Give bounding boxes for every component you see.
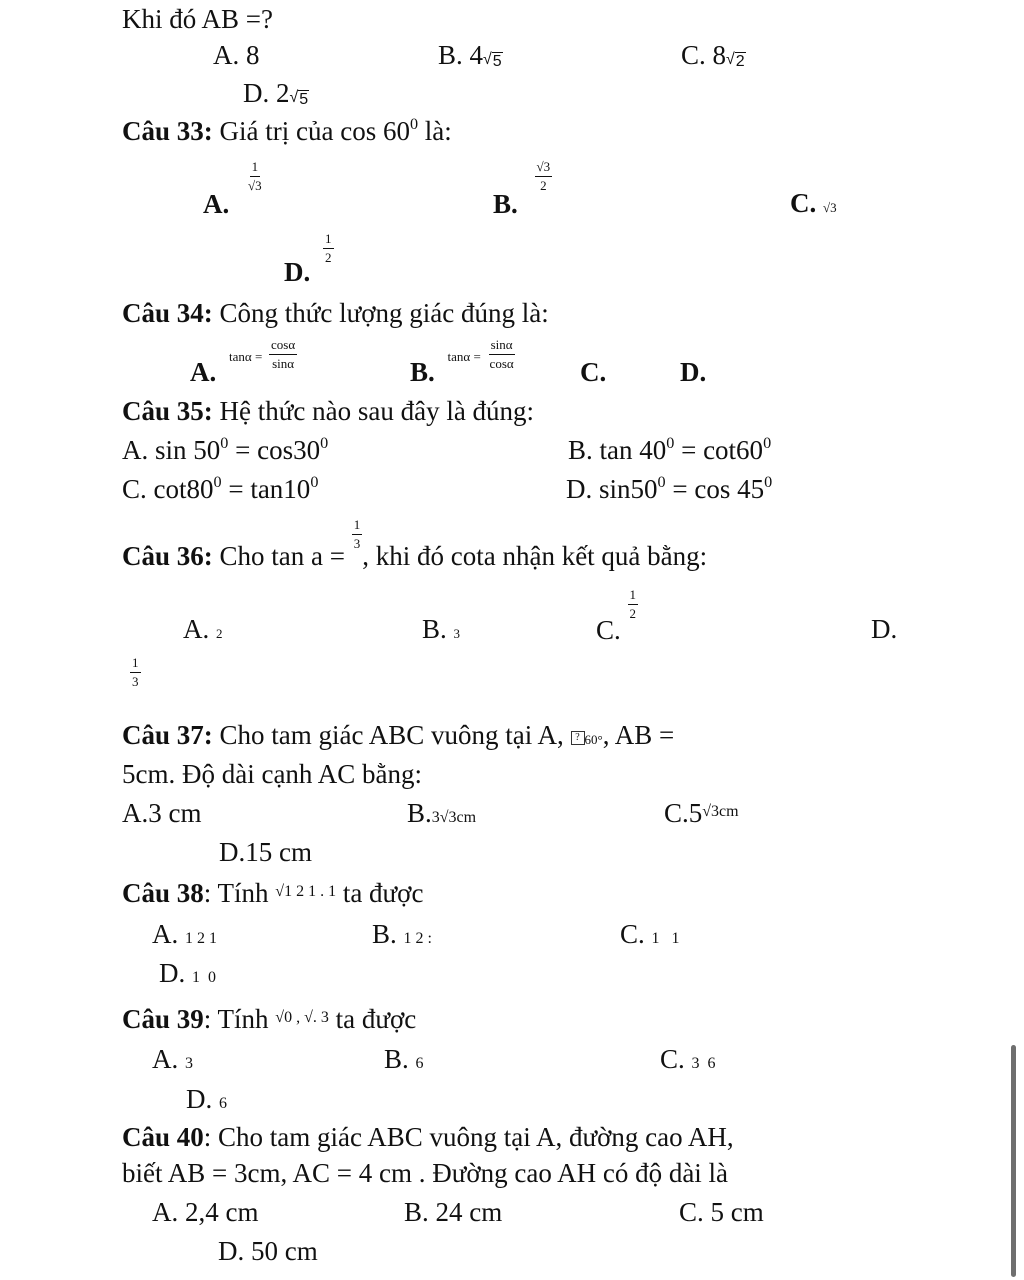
q32-stem: Khi đó AB =? <box>122 4 273 34</box>
q37-option-d[interactable]: D.15 cm <box>219 837 312 867</box>
q40-stem-line1: Câu 40: Cho tam giác ABC vuông tại A, đường cao AH, <box>122 1122 734 1152</box>
q35-option-b[interactable]: B. $\tan 40^0 = \cot 60^0$ <box>568 434 772 465</box>
q33-option-d[interactable]: D. $\frac{1}{2}$ <box>284 231 332 287</box>
q40-option-d[interactable]: D. 50 cm <box>218 1236 318 1266</box>
q39-option-d[interactable]: D. 6 <box>186 1084 227 1114</box>
q33-option-c[interactable]: C. √3 <box>790 188 837 218</box>
q39-stem: Câu 39: Tính $^{√0 , √. 3}$ ta được <box>122 1004 417 1034</box>
q40-option-c[interactable]: C. 5 cm <box>679 1197 764 1227</box>
q33-option-a[interactable]: A. $\frac{1}{√3}$ <box>203 159 262 219</box>
missing-angle-glyph-icon: ? <box>571 731 585 745</box>
vertical-scrollbar[interactable] <box>1011 1045 1016 1277</box>
q36-option-d-label[interactable]: D. <box>871 614 898 644</box>
q40-option-b[interactable]: B. 24 cm <box>404 1197 503 1227</box>
question-number: Câu 40 <box>122 1122 204 1152</box>
q38-option-c[interactable]: C. 1 1 <box>620 919 680 949</box>
q38-option-a[interactable]: A. 1 2 1 <box>152 919 217 949</box>
q34-option-b[interactable]: B. tanα = $\frac{\sin\alpha}{\cos\alpha}$ <box>410 337 514 387</box>
q36-stem: Câu 36: Cho tan a = $\frac{1}{3}$ , khi đó cota nhận kết quả bằng: <box>122 517 708 571</box>
q32-option-c[interactable]: C. 8√ 2 <box>681 40 745 70</box>
q33-option-b[interactable]: B. $\frac{√3}{2}$ <box>493 159 551 219</box>
question-number: Câu 38 <box>122 878 204 908</box>
question-number: Câu 33: <box>122 116 213 146</box>
q36-option-c[interactable]: C. $\frac{1}{2}$ <box>596 587 637 645</box>
question-number: Câu 34: <box>122 298 213 328</box>
question-number: Câu 35: <box>122 396 213 426</box>
q37-option-b[interactable]: B.3√3cm <box>407 798 477 828</box>
q35-option-d[interactable]: D. $\sin 50^0 = \cos 45^0$ <box>566 473 773 504</box>
question-number: Câu 36: <box>122 541 213 571</box>
q38-option-b[interactable]: B. 1 2 : <box>372 919 432 949</box>
q34-option-c[interactable]: C. <box>580 357 607 387</box>
q35-option-c[interactable]: C. $\cot 80^0 = \tan 10^0$ <box>122 473 319 504</box>
q32-option-d[interactable]: D. 2√ 5 <box>243 78 309 108</box>
q36-option-a[interactable]: A. 2 <box>183 614 223 644</box>
q37-stem-line1: Câu 37: Cho tam giác ABC vuông tại A, ? 60°, AB = <box>122 720 675 750</box>
q40-stem-line2: biết AB = 3cm, AC = 4 cm . Đường cao AH có độ dài là <box>122 1158 729 1188</box>
q34-option-d[interactable]: D. <box>680 357 707 387</box>
q37-option-a[interactable]: A.3 cm <box>122 798 202 828</box>
q36-option-b[interactable]: B. 3 <box>422 614 461 644</box>
q35-stem: Câu 35: Hệ thức nào sau đây là đúng: <box>122 396 535 426</box>
q39-option-a[interactable]: A. 3 <box>152 1044 193 1074</box>
q36-option-d-value: $\frac{1}{3}$ <box>132 655 139 690</box>
q32-option-a[interactable]: A. 8 <box>213 40 260 70</box>
q32-option-b[interactable]: B. 4√ 5 <box>438 40 502 70</box>
q39-option-b[interactable]: B. 6 <box>384 1044 424 1074</box>
q37-stem-line2: 5cm. Độ dài cạnh AC bằng: <box>122 759 422 789</box>
q34-stem: Câu 34: Công thức lượng giác đúng là: <box>122 298 549 328</box>
q34-option-a[interactable]: A. tanα = $\frac{\cos\alpha}{\sin\alpha}$ <box>190 337 296 387</box>
q33-stem: Câu 33: Giá trị của $\cos 60^0$ là: <box>122 115 452 146</box>
q35-option-a[interactable]: A. $\sin 50^0 = \cos 30^0$ <box>122 434 329 465</box>
q37-option-c[interactable]: $C.5^{√3cm}$ <box>664 798 739 828</box>
question-number: Câu 39 <box>122 1004 204 1034</box>
q39-option-c[interactable]: C. 3 6 <box>660 1044 716 1074</box>
q38-option-d[interactable]: D. 1 0 <box>159 958 216 988</box>
q40-option-a[interactable]: A. 2,4 cm <box>152 1197 259 1227</box>
q38-stem: Câu 38: Tính $^{√1 2 1 . 1}$ ta được <box>122 878 424 908</box>
question-number: Câu 37: <box>122 720 213 750</box>
